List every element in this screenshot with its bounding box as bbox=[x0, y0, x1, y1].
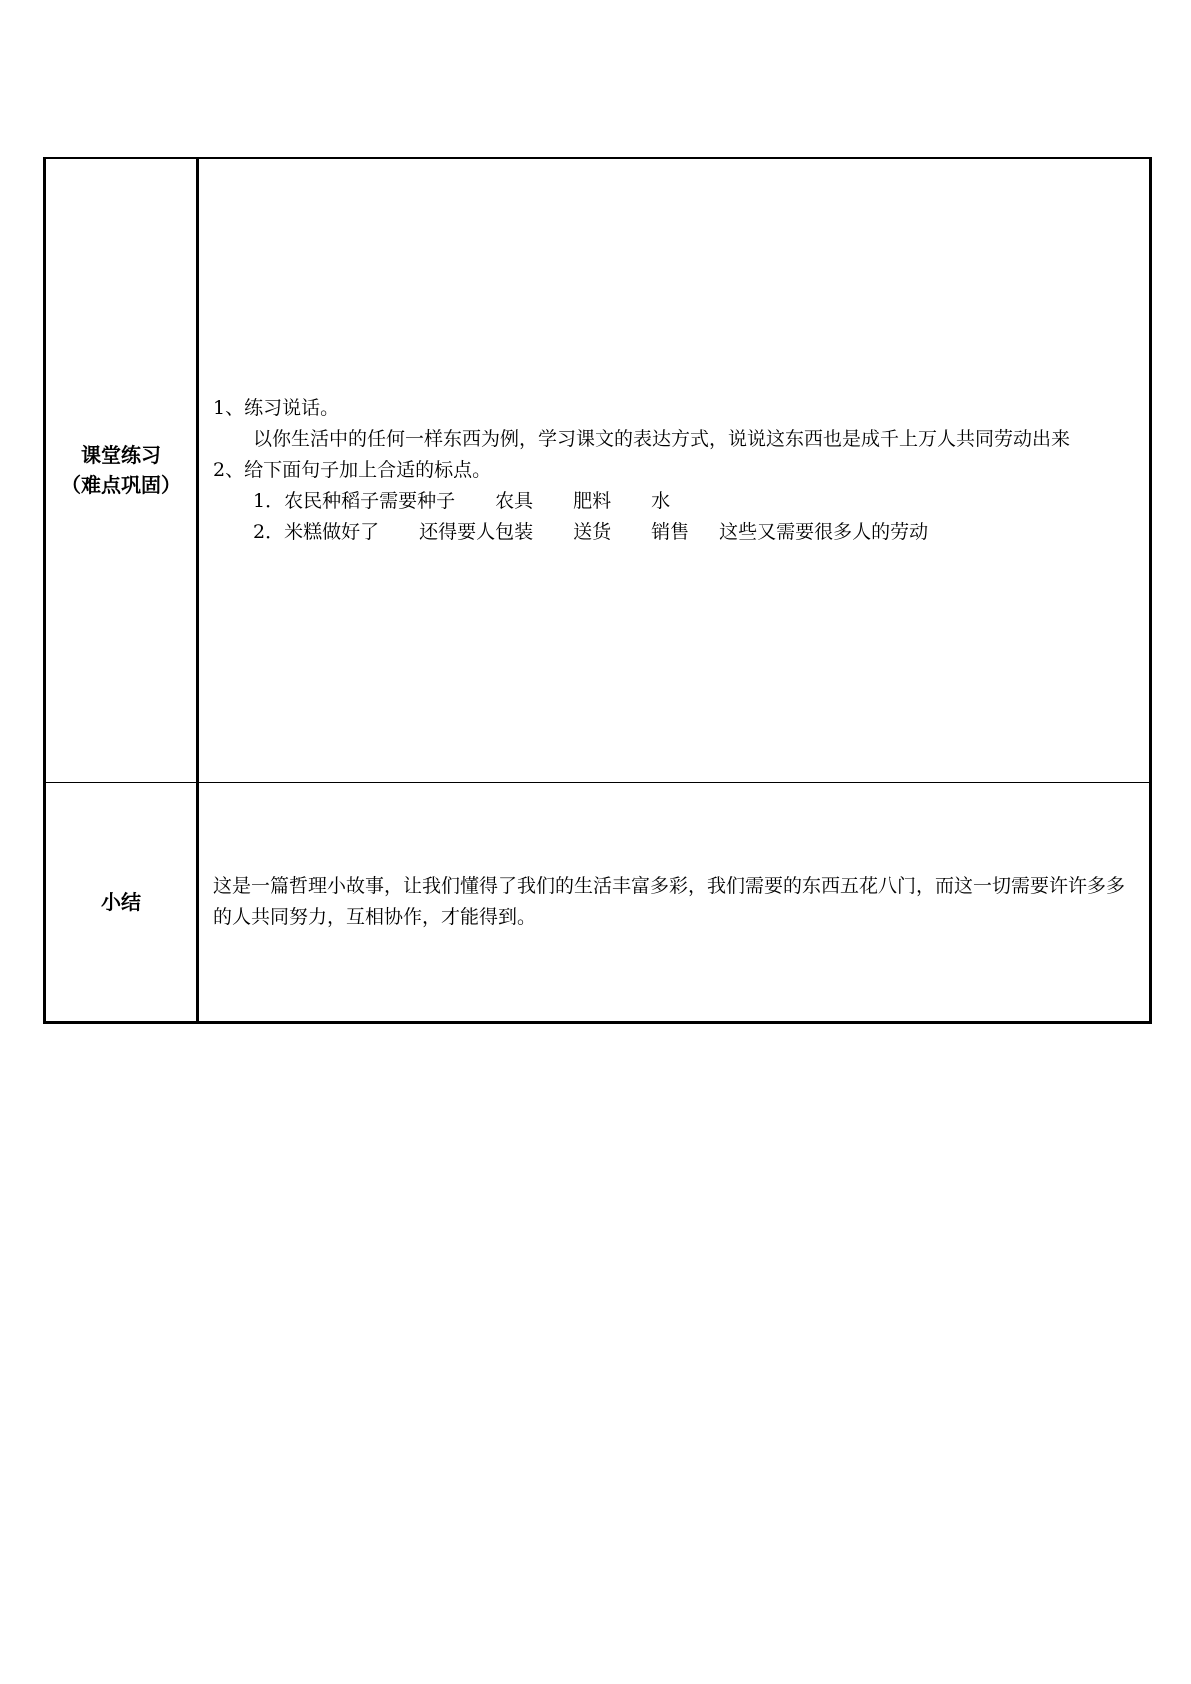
question-1-body: 以你生活中的任何一样东西为例，学习课文的表达方式，说说这东西也是成千上万人共同劳动出来 bbox=[253, 427, 1071, 450]
table-row-classroom-exercise bbox=[45, 158, 1151, 782]
sentence-part: 肥料 bbox=[573, 489, 612, 512]
question-2-title: 2、给下面句子加上合适的标点。 bbox=[213, 458, 492, 481]
question-1-title: 1、练习说话。 bbox=[213, 396, 340, 419]
section-content-classroom-exercise bbox=[198, 158, 1151, 782]
sentence-part: 米糕做好了 bbox=[284, 520, 380, 543]
summary-text: 这是一篇哲理小故事，让我们懂得了我们的生活丰富多彩，我们需要的东西五花八门，而这一切需要许许多多的人共同努力，互相协作，才能得到。 bbox=[213, 874, 1126, 928]
sentence-part: 销售 bbox=[651, 520, 690, 543]
table-row-summary bbox=[45, 782, 1151, 1022]
question-2-item-2 bbox=[213, 517, 1141, 548]
section-label-line: 课堂练习 bbox=[81, 443, 161, 468]
sentence-part: 送货 bbox=[573, 520, 612, 543]
section-label-classroom-exercise bbox=[45, 158, 198, 782]
sentence-part: 农具 bbox=[495, 489, 534, 512]
section-label-summary bbox=[45, 782, 198, 1022]
sentence-part: 水 bbox=[651, 489, 671, 512]
sentence-part: 这些又需要很多人的劳动 bbox=[719, 520, 929, 543]
section-label-line: （难点巩固） bbox=[61, 473, 181, 498]
section-label-line: 小结 bbox=[101, 889, 141, 914]
item-number: 1． bbox=[253, 489, 285, 512]
question-2-item-1 bbox=[213, 486, 1141, 517]
item-number: 2． bbox=[253, 520, 285, 543]
sentence-part: 还得要人包装 bbox=[419, 520, 534, 543]
section-content-summary bbox=[198, 782, 1151, 1022]
sentence-part: 农民种稻子需要种子 bbox=[284, 489, 456, 512]
lesson-plan-table bbox=[43, 157, 1152, 1024]
